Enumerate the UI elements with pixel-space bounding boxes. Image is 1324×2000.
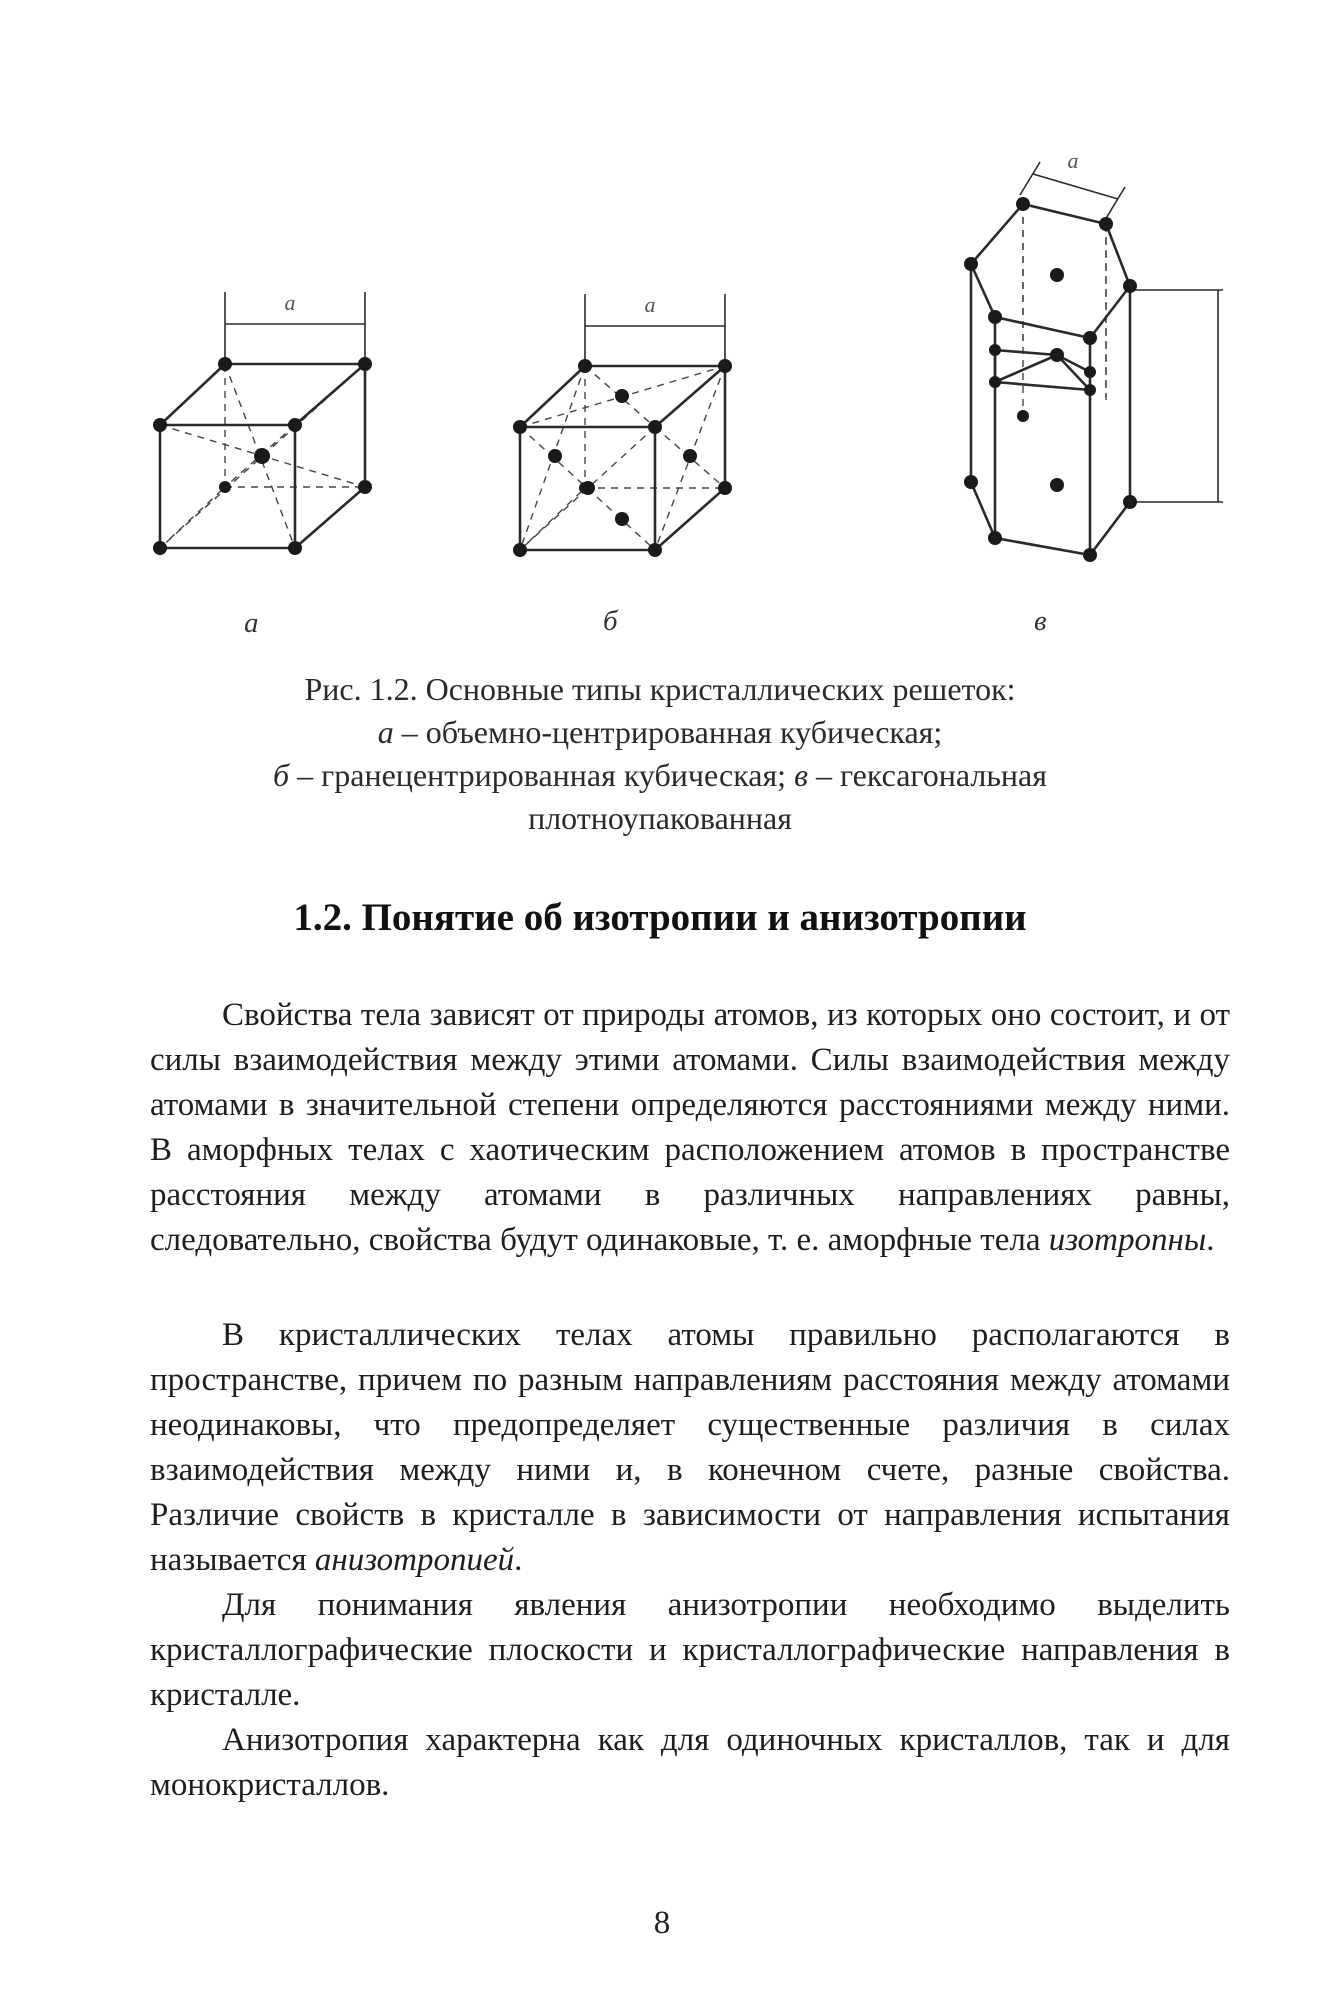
subfigure-label-b: б [603, 605, 618, 637]
paragraph-1-tail: . [1206, 1222, 1215, 1258]
caption-item-a-text: – объемно-центрированная кубическая; [401, 714, 943, 750]
paragraph-3-text: Для понимания явления анизотропии необходимо выделить кристаллографические плоскости и кристаллографические направления в кристалле. [150, 1587, 1230, 1713]
caption-item-a-label: а [377, 714, 394, 750]
paragraph-4-text: Анизотропия характерна как для одиночных кристаллов, так и для монокристаллов. [150, 1722, 1230, 1803]
section-heading: 1.2. Понятие об изотропии и анизотропии [293, 896, 1027, 939]
figure-hcp-lattice [965, 150, 1245, 570]
caption-number: Рис. 1.2. [304, 671, 418, 707]
subfigure-label-a: а [244, 607, 259, 639]
bcc-dimension-label: a [284, 290, 296, 315]
caption-item-c-text: – гексагональная плотноупакованная [528, 757, 1047, 836]
paragraph-2 [150, 1313, 1230, 1583]
paragraph-2-text: В кристаллических телах атомы правильно располагаются в пространстве, причем по разным направлениям расстояния между атомами неодинаковы, что предопределяет существенные различия в силах взаимодействия между ними и, в конечном счете, разные свойства. Различие свойств в кристалле в зависимости от направления испытания называется [150, 1317, 1230, 1578]
paragraph-4 [150, 1718, 1230, 1808]
paragraph-2-emphasis: анизотропией [314, 1542, 515, 1578]
figure-fcc-lattice [510, 290, 760, 560]
caption-item-b-label: б [273, 757, 290, 793]
page-number: 8 [653, 1905, 671, 1941]
caption-item-b-text: – гранецентрированная кубическая; [297, 757, 787, 793]
paragraph-1-text: Свойства тела зависят от природы атомов, из которых оно состоит, и от силы взаимодействия между этими атомами. Силы взаимодействия между атомами в значительной степени определяются расстояниями между ними. В аморфных телах с хаотическим расположением атомов в пространстве расстояния между атомами в различных направлениях равны, следовательно, свойства будут одинаковые, т. е. аморфные тела [150, 997, 1230, 1258]
paragraph-2-tail: . [514, 1542, 523, 1578]
paragraph-3 [150, 1583, 1230, 1718]
caption-item-c-label: в [794, 757, 808, 793]
hcp-dimension-label: a [1067, 148, 1079, 173]
figure-caption [160, 668, 1160, 840]
caption-title: Основные типы кристаллических решеток: [425, 671, 1016, 707]
subfigure-label-c: в [1034, 605, 1047, 637]
hcp-dimension-marker [1020, 148, 1223, 502]
figure-bcc-lattice [150, 280, 400, 560]
paragraph-1 [150, 993, 1230, 1263]
paragraph-1-emphasis: изотропны [1048, 1222, 1207, 1258]
fcc-dimension-label: a [644, 292, 656, 317]
bcc-dimension-marker [225, 290, 365, 364]
fcc-dimension-marker [585, 292, 725, 366]
